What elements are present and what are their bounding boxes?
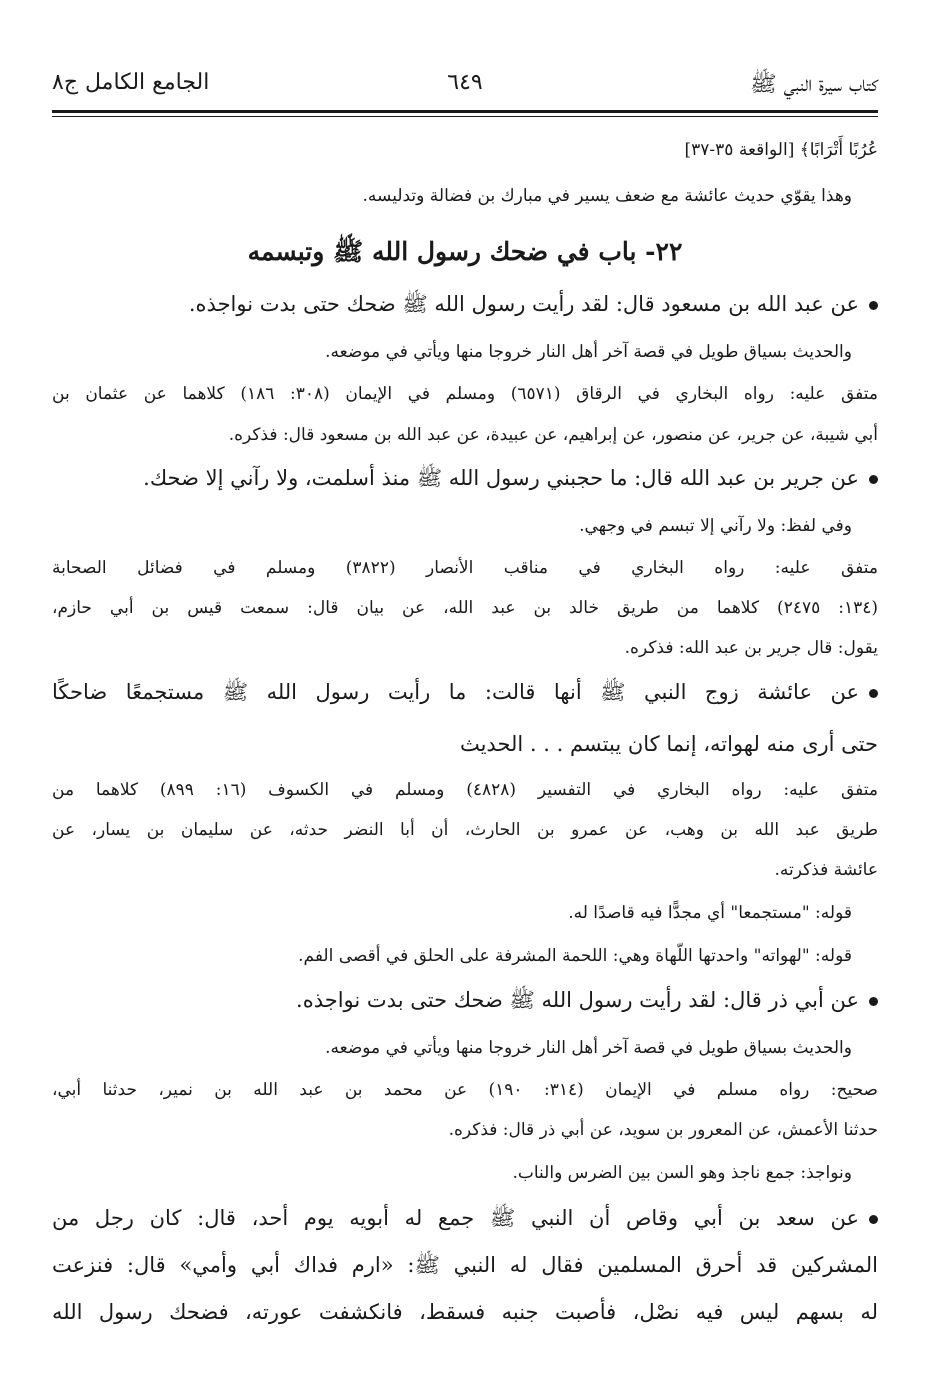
takhrij-line: متفق عليه: رواه البخاري في مناقب الأنصار (٣٨٢٢) ومسلم في فضائل الصحابة: [52, 558, 878, 578]
hadith-line: عن سعد بن أبي وقاص أن النبي ﷺ جمع له أبويه يوم أحد، قال: كان رجل من: [52, 1206, 878, 1231]
hadith-line: له بسهم ليس فيه نصْل، فأصبت جنبه فسقط، فانكشفت عورته، فضحك رسول الله: [52, 1300, 878, 1324]
bullet-icon: [869, 689, 878, 698]
book-page: [52, 58, 878, 1363]
note-line: والحديث بسياق طويل في قصة آخر أهل النار خروجا منها ويأتي في موضعه.: [325, 342, 852, 362]
takhrij-line: عائشة فذكرته.: [774, 860, 878, 880]
takhrij-line: أبي شيبة، عن جرير، عن منصور، عن إبراهيم، عن عبيدة، عن عبد الله بن مسعود قال: فذكره.: [228, 425, 878, 445]
takhrij-line: متفق عليه: رواه البخاري في التفسير (٤٨٢٨) ومسلم في الكسوف (١٦: ٨٩٩) كلاهما من: [52, 780, 878, 800]
book-title: كتاب سيرة النبي ﷺ: [750, 72, 878, 97]
takhrij-line: يقول: قال جرير بن عبد الله: فذكره.: [624, 638, 878, 658]
bullet-icon: [869, 475, 878, 484]
bullet-icon: [869, 997, 878, 1006]
bullet-icon: [869, 1215, 878, 1224]
header-rule-thin: [52, 116, 878, 117]
hadith-line: عن جرير بن عبد الله قال: ما حجبني رسول الله ﷺ منذ أسلمت، ولا رآني إلا ضحك.: [143, 466, 878, 491]
note-line: قوله: "مستجمعا" أي مجدًّا فيه قاصدًا له.: [568, 903, 852, 923]
hadith-line: المشركين قد أحرق المسلمين فقال له النبي ﷺ: «ارم فداك أبي وأمي» قال: فنزعت: [52, 1253, 878, 1277]
takhrij-line: متفق عليه: رواه البخاري في الرقاق (٦٥٧١) ومسلم في الإيمان (٣٠٨: ١٨٦) كلاهما عن عثمان بن: [52, 384, 878, 404]
hadith-line: عن عبد الله بن مسعود قال: لقد رأيت رسول الله ﷺ ضحك حتى بدت نواجذه.: [189, 292, 878, 317]
volume-title: الجامع الكامل ج٨: [52, 70, 210, 95]
page-number: ٦٤٩: [447, 70, 483, 95]
note-line: ونواجذ: جمع ناجذ وهو السن بين الضرس والناب.: [512, 1163, 852, 1183]
note-line: وهذا يقوّي حديث عائشة مع ضعف يسير في مبارك بن فضالة وتدليسه.: [362, 186, 852, 206]
takhrij-line: حدثنا الأعمش، عن المعرور بن سويد، عن أبي ذر قال: فذكره.: [448, 1120, 878, 1140]
takhrij-line: (١٣٤: ٢٤٧٥) كلاهما من طريق خالد بن عبد الله، عن بيان قال: سمعت قيس بن أبي حازم،: [52, 598, 878, 618]
header-rule-thick: [52, 110, 878, 113]
quran-verse-end: عُرُبًا أَتْرَابًا﴾ [الواقعة ٣٥-٣٧]: [684, 140, 878, 160]
bullet-icon: [869, 301, 878, 310]
hadith-line: عن أبي ذر قال: لقد رأيت رسول الله ﷺ ضحك حتى بدت نواجذه.: [296, 988, 878, 1013]
note-line: والحديث بسياق طويل في قصة آخر أهل النار خروجا منها ويأتي في موضعه.: [325, 1038, 852, 1058]
chapter-heading: ٢٢- باب في ضحك رسول الله ﷺ وتبسمه: [247, 237, 683, 266]
takhrij-line: صحيح: رواه مسلم في الإيمان (٣١٤: ١٩٠) عن محمد بن عبد الله بن نمير، حدثنا أبي،: [52, 1080, 878, 1100]
hadith-line: عن عائشة زوج النبي ﷺ أنها قالت: ما رأيت رسول الله ﷺ مستجمعًا ضاحكًا: [52, 680, 878, 705]
page-header: [52, 58, 878, 106]
takhrij-line: طريق عبد الله بن وهب، عن عمرو بن الحارث، أن أبا النضر حدثه، عن سليمان بن يسار، عن: [52, 820, 878, 840]
note-line: قوله: "لهواته" واحدتها اللّهاة وهي: اللحمة المشرفة على الحلق في أقصى الفم.: [298, 946, 852, 966]
hadith-line: حتى أرى منه لهواته، إنما كان يبتسم . . . الحديث: [459, 732, 878, 756]
note-line: وفي لفظ: ولا رآني إلا تبسم في وجهي.: [579, 516, 852, 536]
